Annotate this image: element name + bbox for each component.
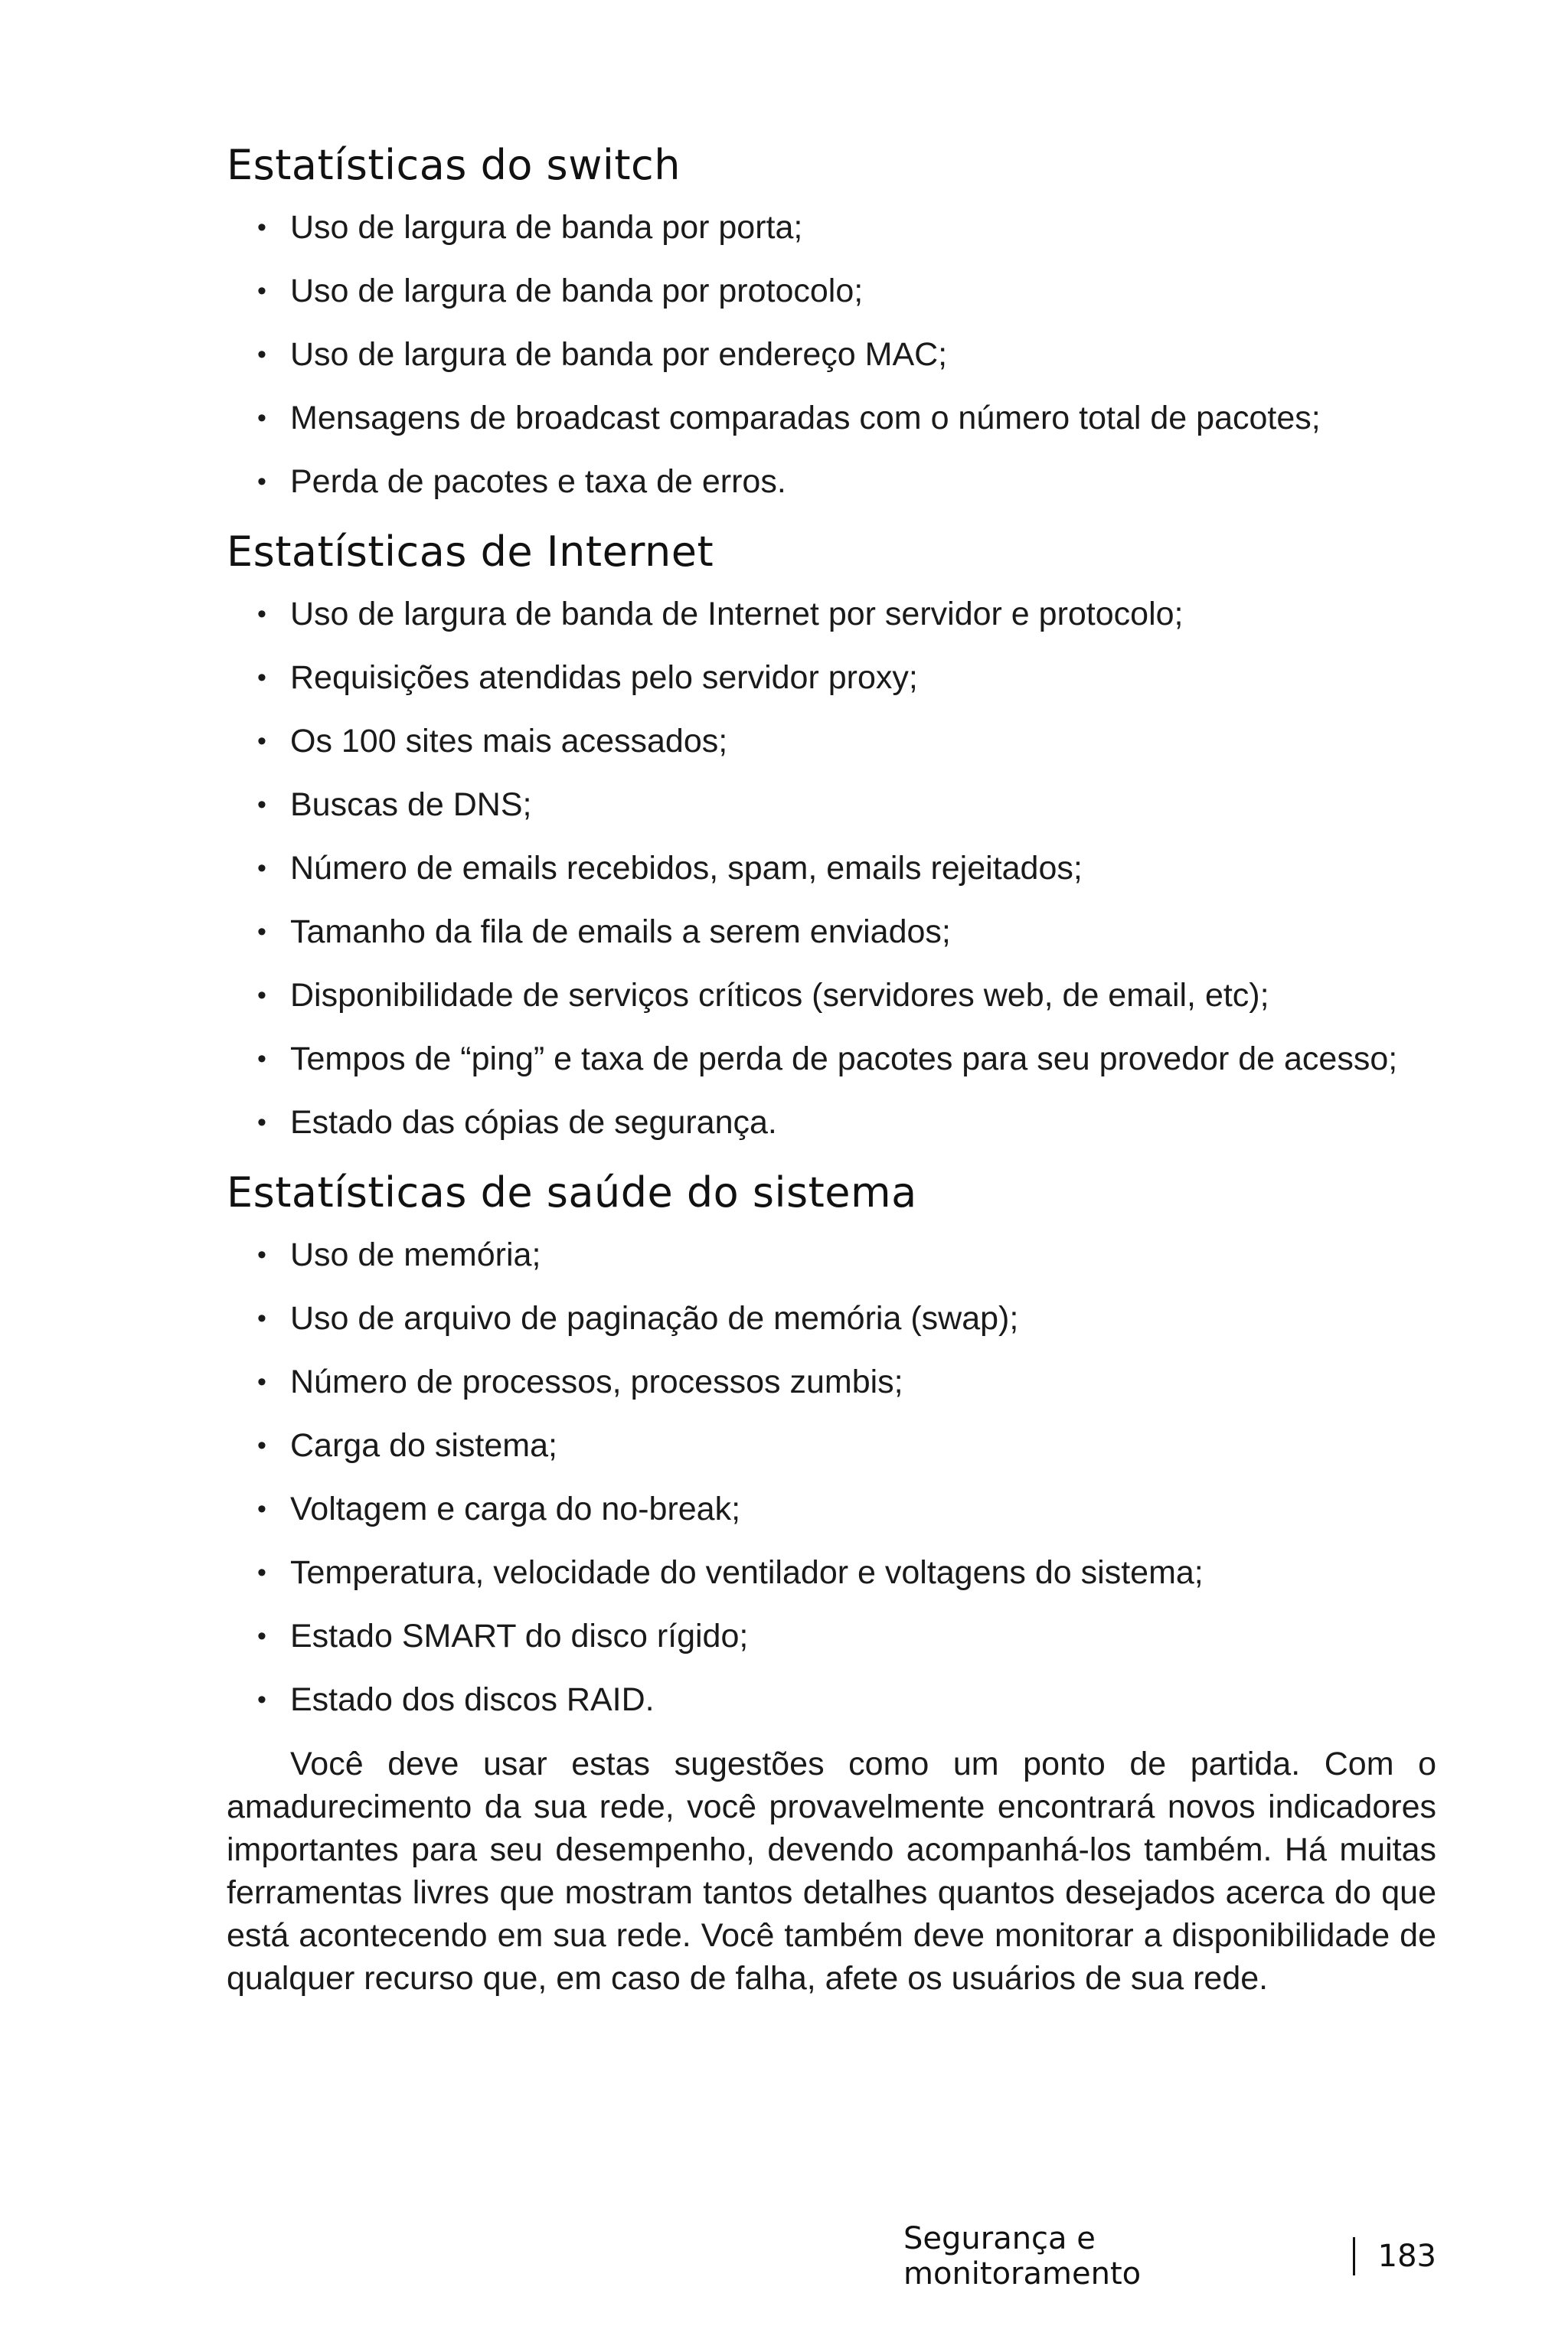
bullet-icon: • — [257, 981, 266, 1010]
section-heading: Estatísticas do switch — [227, 141, 681, 189]
list-item-text: Mensagens de broadcast comparadas com o número total de pacotes; — [290, 400, 1321, 436]
list-item-text: Tempos de “ping” e taxa de perda de pacotes para seu provedor de acesso; — [290, 1040, 1398, 1077]
bullet-icon: • — [257, 213, 266, 242]
bullet-icon: • — [257, 917, 266, 946]
list-item-text: Buscas de DNS; — [290, 786, 532, 823]
bullet-icon: • — [257, 1367, 266, 1396]
list-item — [227, 461, 1436, 502]
list-item-text: Disponibilidade de serviços críticos (servidores web, de email, etc); — [290, 977, 1269, 1014]
list-item-text: Uso de largura de banda por endereço MAC; — [290, 336, 948, 373]
list-item-text: Os 100 sites mais acessados; — [290, 723, 728, 760]
list-item — [227, 1425, 1436, 1466]
bullet-icon: • — [257, 1558, 266, 1587]
bullet-icon: • — [257, 1622, 266, 1651]
footer-divider — [1353, 2237, 1355, 2275]
bullet-list — [227, 593, 1436, 1143]
list-item — [227, 1488, 1436, 1530]
bullet-icon: • — [257, 1108, 266, 1137]
bullet-icon: • — [257, 1240, 266, 1269]
bullet-icon: • — [257, 340, 266, 369]
list-item-text: Estado dos discos RAID. — [290, 1681, 655, 1718]
list-item-text: Uso de largura de banda por protocolo; — [290, 273, 864, 309]
list-item — [227, 848, 1436, 889]
list-item-text: Temperatura, velocidade do ventilador e voltagens do sistema; — [290, 1554, 1204, 1591]
list-item — [227, 1552, 1436, 1593]
list-item — [227, 1102, 1436, 1143]
bullet-icon: • — [257, 467, 266, 496]
list-item — [227, 1038, 1436, 1080]
list-item — [227, 784, 1436, 825]
section-heading: Estatísticas de Internet — [227, 528, 714, 576]
list-item-text: Uso de largura de banda de Internet por servidor e protocolo; — [290, 596, 1184, 632]
bullet-icon: • — [257, 403, 266, 433]
list-item — [227, 657, 1436, 698]
list-item-text: Número de emails recebidos, spam, emails rejeitados; — [290, 850, 1083, 887]
list-item-text: Carga do sistema; — [290, 1427, 557, 1464]
section-switch-stats — [227, 138, 1436, 502]
list-item-text: Tamanho da fila de emails a serem enviados; — [290, 913, 951, 950]
list-item — [227, 1679, 1436, 1720]
list-item-text: Uso de largura de banda por porta; — [290, 209, 803, 246]
list-item — [227, 911, 1436, 952]
list-item-text: Uso de arquivo de paginação de memória (swap); — [290, 1300, 1019, 1337]
bullet-icon: • — [257, 599, 266, 629]
list-item — [227, 1615, 1436, 1657]
bullet-icon: • — [257, 1304, 266, 1333]
section-system-health-stats — [227, 1165, 1436, 1720]
list-item — [227, 593, 1436, 635]
bullet-icon: • — [257, 790, 266, 819]
list-item — [227, 720, 1436, 762]
bullet-list — [227, 1234, 1436, 1720]
list-item — [227, 397, 1436, 439]
list-item — [227, 1298, 1436, 1339]
page-number: 183 — [1377, 2239, 1436, 2274]
list-item — [227, 1361, 1436, 1403]
section-heading: Estatísticas de saúde do sistema — [227, 1168, 917, 1217]
list-item-text: Uso de memória; — [290, 1236, 541, 1273]
bullet-icon: • — [257, 1494, 266, 1524]
list-item — [227, 975, 1436, 1016]
bullet-icon: • — [257, 1685, 266, 1714]
list-item-text: Voltagem e carga do no-break; — [290, 1491, 741, 1527]
list-item-text: Estado das cópias de segurança. — [290, 1104, 777, 1141]
bullet-icon: • — [257, 663, 266, 692]
list-item — [227, 334, 1436, 375]
bullet-icon: • — [257, 1044, 266, 1073]
list-item-text: Estado SMART do disco rígido; — [290, 1618, 749, 1655]
section-internet-stats — [227, 524, 1436, 1143]
bullet-icon: • — [257, 727, 266, 756]
page-footer — [903, 2221, 1436, 2292]
body-paragraph: Você deve usar estas sugestões como um ponto de partida. Com o amadurecimento da sua rede, você provavelmente encontrará novos indicadores importantes para seu desempenho, devendo acompanhá-los também. Há muitas ferramentas livres que mostram tantos detalhes quantos desejados acerca do que está acontecendo em sua rede. Você também deve monitorar a disponibilidade de qualquer recurso que, em caso de falha, afete os usuários de sua rede. — [227, 1746, 1436, 1997]
list-item — [227, 1234, 1436, 1276]
bullet-list — [227, 207, 1436, 502]
bullet-icon: • — [257, 1431, 266, 1460]
bullet-icon: • — [257, 854, 266, 883]
list-item — [227, 207, 1436, 248]
list-item-text: Requisições atendidas pelo servidor proxy; — [290, 659, 918, 696]
list-item-text: Número de processos, processos zumbis; — [290, 1364, 903, 1400]
page-body — [227, 138, 1436, 2000]
bullet-icon: • — [257, 276, 266, 305]
list-item-text: Perda de pacotes e taxa de erros. — [290, 463, 786, 500]
list-item — [227, 270, 1436, 312]
footer-chapter-title: Segurança e monitoramento — [903, 2221, 1142, 2292]
